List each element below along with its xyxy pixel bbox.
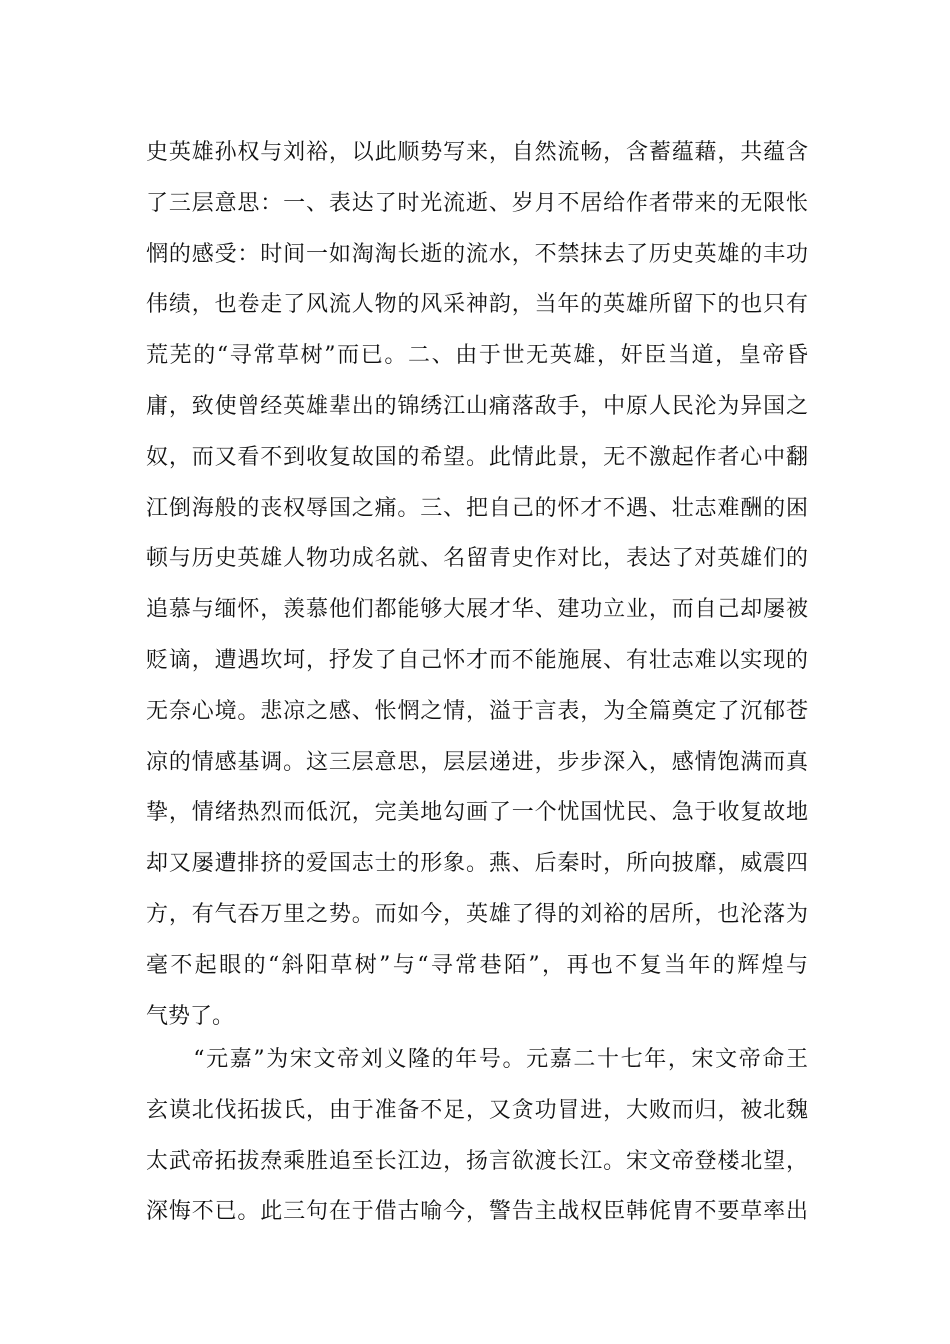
text-line: 挚，情绪热烈而低沉，完美地勾画了一个忧国忧民、急于收复故地 xyxy=(146,800,808,826)
paragraph-2 xyxy=(146,1035,808,1238)
text-line: 毫不起眼的“斜阳草树”与“寻常巷陌”，再也不复当年的辉煌与 xyxy=(146,952,808,978)
text-line: 奴，而又看不到收复故国的希望。此情此景，无不激起作者心中翻 xyxy=(146,444,808,470)
text-line: 凉的情感基调。这三层意思，层层递进，步步深入，感情饱满而真 xyxy=(146,749,808,775)
text-line: 气势了。 xyxy=(146,1003,235,1029)
text-line: 荒芜的“寻常草树”而已。二、由于世无英雄，奸臣当道，皇帝昏 xyxy=(146,343,808,369)
text-line: 追慕与缅怀，羡慕他们都能够大展才华、建功立业，而自己却屡被 xyxy=(146,597,808,623)
text-line: 顿与历史英雄人物功成名就、名留青史作对比，表达了对英雄们的 xyxy=(146,546,808,572)
text-line: “元嘉”为宋文帝刘义隆的年号。元嘉二十七年，宋文帝命王 xyxy=(146,1047,808,1072)
text-line: 无奈心境。悲凉之感、怅惘之情，溢于言表，为全篇奠定了沉郁苍 xyxy=(146,698,808,724)
text-line: 史英雄孙权与刘裕，以此顺势写来，自然流畅，含蓄蕴藉，共蕴含 xyxy=(146,140,808,165)
text-line: 太武帝拓拔焘乘胜追至长江边，扬言欲渡长江。宋文帝登楼北望， xyxy=(146,1148,808,1174)
text-line: 却又屡遭排挤的爱国志士的形象。燕、后秦时，所向披靡，威震四 xyxy=(146,851,808,877)
text-line: 庸，致使曾经英雄辈出的锦绣江山痛落敌手，中原人民沦为异国之 xyxy=(146,393,808,419)
text-line: 伟绩，也卷走了风流人物的风采神韵，当年的英雄所留下的也只有 xyxy=(146,292,808,318)
text-line: 玄谟北伐拓拔氏，由于准备不足，又贪功冒进，大败而归，被北魏 xyxy=(146,1097,808,1123)
text-line: 江倒海般的丧权辱国之痛。三、把自己的怀才不遇、壮志难酬的困 xyxy=(146,495,808,521)
text-line: 贬谪，遭遇坎坷，抒发了自己怀才而不能施展、有壮志难以实现的 xyxy=(146,647,808,673)
text-line: 惘的感受：时间一如淘淘长逝的流水，不禁抹去了历史英雄的丰功 xyxy=(146,241,808,267)
text-line: 了三层意思：一、表达了时光流逝、岁月不居给作者带来的无限怅 xyxy=(146,190,808,216)
text-line: 深悔不已。此三句在于借古喻今，警告主战权臣韩侂胄不要草率出 xyxy=(146,1199,808,1225)
paragraph-1 xyxy=(146,128,808,1042)
text-line: 方，有气吞万里之势。而如今，英雄了得的刘裕的居所，也沦落为 xyxy=(146,901,808,927)
